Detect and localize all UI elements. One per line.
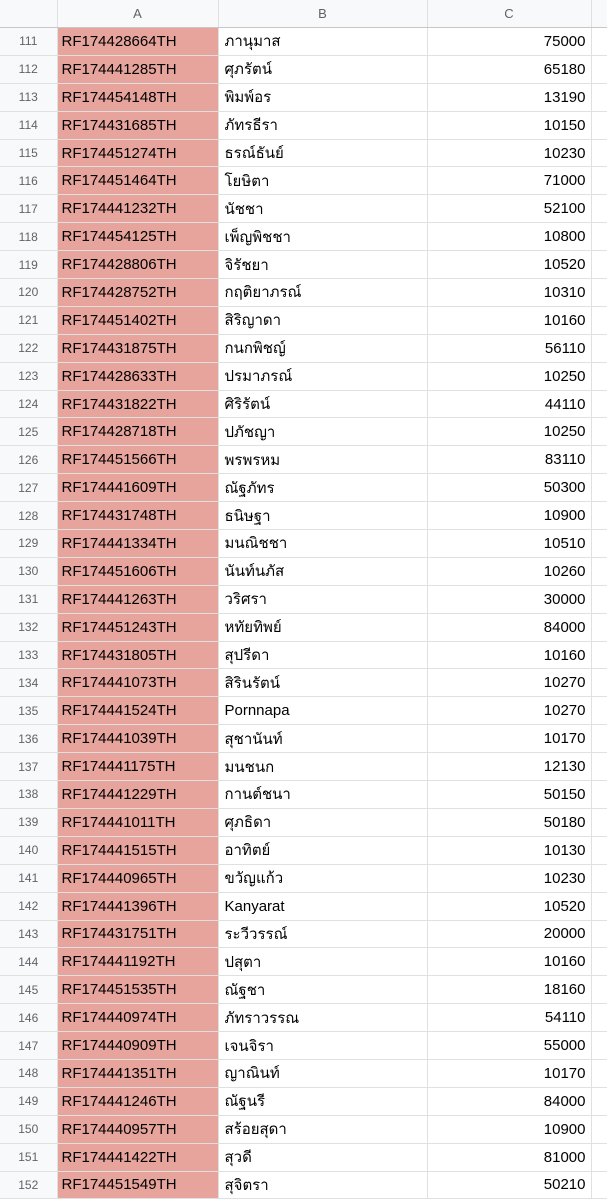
cell-empty[interactable] xyxy=(591,725,607,753)
cell-tracking-number[interactable]: RF174431805TH xyxy=(57,641,218,669)
table-row xyxy=(0,1059,607,1087)
table-row xyxy=(0,139,607,167)
cell-amount[interactable]: 44110 xyxy=(427,390,591,418)
row-number[interactable]: 112 xyxy=(0,55,57,83)
cell-tracking-number[interactable]: RF174441073TH xyxy=(57,669,218,697)
cell-empty[interactable] xyxy=(591,781,607,809)
cell-amount[interactable]: 10170 xyxy=(427,1059,591,1087)
row-number[interactable]: 139 xyxy=(0,808,57,836)
cell-empty[interactable] xyxy=(591,474,607,502)
cell-amount[interactable]: 10310 xyxy=(427,279,591,307)
row-number[interactable]: 126 xyxy=(0,446,57,474)
cell-name[interactable]: Kanyarat xyxy=(218,892,427,920)
row-number[interactable]: 128 xyxy=(0,502,57,530)
cell-empty[interactable] xyxy=(591,557,607,585)
table-row xyxy=(0,920,607,948)
cell-tracking-number[interactable]: RF174428752TH xyxy=(57,279,218,307)
select-all-corner[interactable] xyxy=(0,0,57,28)
cell-amount[interactable]: 54110 xyxy=(427,1004,591,1032)
table-row xyxy=(0,585,607,613)
cell-amount[interactable]: 83110 xyxy=(427,446,591,474)
cell-amount[interactable]: 50210 xyxy=(427,1171,591,1199)
table-row xyxy=(0,195,607,223)
table-row xyxy=(0,836,607,864)
column-header-a[interactable]: A xyxy=(57,0,218,28)
table-row xyxy=(0,753,607,781)
table-row xyxy=(0,1087,607,1115)
cell-tracking-number[interactable]: RF174431751TH xyxy=(57,920,218,948)
row-number[interactable]: 125 xyxy=(0,418,57,446)
cell-name[interactable]: Pornnapa xyxy=(218,697,427,725)
row-number[interactable]: 138 xyxy=(0,781,57,809)
cell-tracking-number[interactable]: RF174428806TH xyxy=(57,251,218,279)
cell-amount[interactable]: 10230 xyxy=(427,139,591,167)
cell-name[interactable]: สุชานันท์ xyxy=(218,725,427,753)
cell-empty[interactable] xyxy=(591,55,607,83)
cell-tracking-number[interactable]: RF174441232TH xyxy=(57,195,218,223)
cell-tracking-number[interactable]: RF174451274TH xyxy=(57,139,218,167)
cell-tracking-number[interactable]: RF174431875TH xyxy=(57,334,218,362)
cell-amount[interactable]: 10160 xyxy=(427,306,591,334)
table-row xyxy=(0,55,607,83)
cell-empty[interactable] xyxy=(591,390,607,418)
cell-empty[interactable] xyxy=(591,446,607,474)
cell-tracking-number[interactable]: RF174454148TH xyxy=(57,83,218,111)
row-number[interactable]: 121 xyxy=(0,306,57,334)
cell-empty[interactable] xyxy=(591,836,607,864)
table-row xyxy=(0,1004,607,1032)
row-number[interactable]: 147 xyxy=(0,1032,57,1060)
table-row xyxy=(0,948,607,976)
cell-tracking-number[interactable]: RF174441263TH xyxy=(57,585,218,613)
cell-name[interactable]: ศุภรัตน์ xyxy=(218,55,427,83)
cell-empty[interactable] xyxy=(591,1115,607,1143)
table-row xyxy=(0,111,607,139)
cell-tracking-number[interactable]: RF174441285TH xyxy=(57,55,218,83)
row-number[interactable]: 111 xyxy=(0,28,57,56)
cell-empty[interactable] xyxy=(591,1032,607,1060)
cell-name[interactable]: สิรินรัตน์ xyxy=(218,669,427,697)
cell-empty[interactable] xyxy=(591,808,607,836)
cell-amount[interactable]: 75000 xyxy=(427,28,591,56)
cell-name[interactable]: สิริญาดา xyxy=(218,306,427,334)
cell-name[interactable]: มนณิชชา xyxy=(218,530,427,558)
cell-tracking-number[interactable]: RF174440965TH xyxy=(57,864,218,892)
cell-tracking-number[interactable]: RF174428664TH xyxy=(57,28,218,56)
table-row xyxy=(0,613,607,641)
cell-name[interactable]: วริศรา xyxy=(218,585,427,613)
cell-amount[interactable]: 10520 xyxy=(427,251,591,279)
cell-empty[interactable] xyxy=(591,362,607,390)
cell-name[interactable]: ธรณ์ธันย์ xyxy=(218,139,427,167)
row-number[interactable]: 140 xyxy=(0,836,57,864)
row-number[interactable]: 124 xyxy=(0,390,57,418)
cell-tracking-number[interactable]: RF174441609TH xyxy=(57,474,218,502)
cell-tracking-number[interactable]: RF174451402TH xyxy=(57,306,218,334)
cell-tracking-number[interactable]: RF174441192TH xyxy=(57,948,218,976)
row-number[interactable]: 129 xyxy=(0,530,57,558)
cell-empty[interactable] xyxy=(591,195,607,223)
cell-tracking-number[interactable]: RF174441351TH xyxy=(57,1059,218,1087)
table-row xyxy=(0,1115,607,1143)
cell-tracking-number[interactable]: RF174428718TH xyxy=(57,418,218,446)
cell-empty[interactable] xyxy=(591,251,607,279)
cell-amount[interactable]: 10800 xyxy=(427,223,591,251)
row-number[interactable]: 144 xyxy=(0,948,57,976)
row-number[interactable]: 117 xyxy=(0,195,57,223)
cell-tracking-number[interactable]: RF174431822TH xyxy=(57,390,218,418)
cell-tracking-number[interactable]: RF174441246TH xyxy=(57,1087,218,1115)
cell-amount[interactable]: 10900 xyxy=(427,502,591,530)
cell-name[interactable]: ศุภธิดา xyxy=(218,808,427,836)
cell-tracking-number[interactable]: RF174440909TH xyxy=(57,1032,218,1060)
cell-name[interactable]: ขวัญแก้ว xyxy=(218,864,427,892)
cell-empty[interactable] xyxy=(591,28,607,56)
cell-name[interactable]: กฤติยาภรณ์ xyxy=(218,279,427,307)
cell-tracking-number[interactable]: RF174431748TH xyxy=(57,502,218,530)
table-row xyxy=(0,306,607,334)
row-number[interactable]: 146 xyxy=(0,1004,57,1032)
cell-name[interactable]: ศิริรัตน์ xyxy=(218,390,427,418)
row-number[interactable]: 137 xyxy=(0,753,57,781)
cell-tracking-number[interactable]: RF174451243TH xyxy=(57,613,218,641)
cell-tracking-number[interactable]: RF174454125TH xyxy=(57,223,218,251)
table-row xyxy=(0,1171,607,1199)
cell-name[interactable]: ภานุมาส xyxy=(218,28,427,56)
cell-name[interactable]: ภัทราวรรณ xyxy=(218,1004,427,1032)
row-number[interactable]: 151 xyxy=(0,1143,57,1171)
cell-empty[interactable] xyxy=(591,892,607,920)
table-row xyxy=(0,641,607,669)
row-number[interactable]: 118 xyxy=(0,223,57,251)
table-row xyxy=(0,1143,607,1171)
cell-name[interactable]: ปสุตา xyxy=(218,948,427,976)
column-header-c[interactable]: C xyxy=(427,0,591,28)
column-header-b[interactable]: B xyxy=(218,0,427,28)
row-number[interactable]: 152 xyxy=(0,1171,57,1199)
cell-empty[interactable] xyxy=(591,1059,607,1087)
table-row xyxy=(0,390,607,418)
cell-amount[interactable]: 10510 xyxy=(427,530,591,558)
table-row xyxy=(0,362,607,390)
row-number[interactable]: 119 xyxy=(0,251,57,279)
cell-name[interactable]: นันท์นภัส xyxy=(218,557,427,585)
cell-empty[interactable] xyxy=(591,167,607,195)
cell-tracking-number[interactable]: RF174428633TH xyxy=(57,362,218,390)
cell-empty[interactable] xyxy=(591,223,607,251)
cell-amount[interactable]: 13190 xyxy=(427,83,591,111)
cell-empty[interactable] xyxy=(591,279,607,307)
table-row xyxy=(0,279,607,307)
row-number[interactable]: 127 xyxy=(0,474,57,502)
cell-amount[interactable]: 10900 xyxy=(427,1115,591,1143)
cell-empty[interactable] xyxy=(591,976,607,1004)
cell-name[interactable]: อาทิตย์ xyxy=(218,836,427,864)
column-header-row xyxy=(0,0,607,28)
row-number[interactable]: 114 xyxy=(0,111,57,139)
table-row xyxy=(0,251,607,279)
cell-name[interactable]: โยษิตา xyxy=(218,167,427,195)
cell-name[interactable]: ญาณินท์ xyxy=(218,1059,427,1087)
cell-empty[interactable] xyxy=(591,111,607,139)
row-number[interactable]: 149 xyxy=(0,1087,57,1115)
cell-empty[interactable] xyxy=(591,920,607,948)
cell-tracking-number[interactable]: RF174441175TH xyxy=(57,753,218,781)
sheet-body xyxy=(0,28,607,1199)
table-row xyxy=(0,83,607,111)
cell-amount[interactable]: 50180 xyxy=(427,808,591,836)
cell-tracking-number[interactable]: RF174441039TH xyxy=(57,725,218,753)
cell-empty[interactable] xyxy=(591,1143,607,1171)
table-row xyxy=(0,781,607,809)
cell-tracking-number[interactable]: RF174441422TH xyxy=(57,1143,218,1171)
cell-tracking-number[interactable]: RF174441396TH xyxy=(57,892,218,920)
table-row xyxy=(0,502,607,530)
cell-empty[interactable] xyxy=(591,585,607,613)
cell-amount[interactable]: 10160 xyxy=(427,948,591,976)
cell-empty[interactable] xyxy=(591,83,607,111)
cell-tracking-number[interactable]: RF174451549TH xyxy=(57,1171,218,1199)
cell-amount[interactable]: 10520 xyxy=(427,892,591,920)
cell-amount[interactable]: 84000 xyxy=(427,613,591,641)
cell-empty[interactable] xyxy=(591,669,607,697)
row-number[interactable]: 123 xyxy=(0,362,57,390)
cell-empty[interactable] xyxy=(591,418,607,446)
table-row xyxy=(0,808,607,836)
cell-name[interactable]: สร้อยสุดา xyxy=(218,1115,427,1143)
cell-amount[interactable]: 52100 xyxy=(427,195,591,223)
table-row xyxy=(0,1032,607,1060)
cell-amount[interactable]: 10250 xyxy=(427,418,591,446)
cell-amount[interactable]: 12130 xyxy=(427,753,591,781)
table-row xyxy=(0,223,607,251)
cell-name[interactable]: ปรมาภรณ์ xyxy=(218,362,427,390)
cell-amount[interactable]: 10260 xyxy=(427,557,591,585)
cell-amount[interactable]: 55000 xyxy=(427,1032,591,1060)
cell-name[interactable]: ภัทรธีรา xyxy=(218,111,427,139)
row-number[interactable]: 142 xyxy=(0,892,57,920)
cell-name[interactable]: นัชชา xyxy=(218,195,427,223)
cell-empty[interactable] xyxy=(591,641,607,669)
cell-amount[interactable]: 10150 xyxy=(427,111,591,139)
cell-amount[interactable]: 10250 xyxy=(427,362,591,390)
cell-amount[interactable]: 84000 xyxy=(427,1087,591,1115)
cell-empty[interactable] xyxy=(591,1004,607,1032)
cell-tracking-number[interactable]: RF174441515TH xyxy=(57,836,218,864)
table-row xyxy=(0,557,607,585)
cell-empty[interactable] xyxy=(591,1087,607,1115)
cell-tracking-number[interactable]: RF174451566TH xyxy=(57,446,218,474)
cell-tracking-number[interactable]: RF174431685TH xyxy=(57,111,218,139)
cell-name[interactable]: สุวดี xyxy=(218,1143,427,1171)
cell-name[interactable]: กนกพิชญ์ xyxy=(218,334,427,362)
cell-empty[interactable] xyxy=(591,753,607,781)
table-row xyxy=(0,892,607,920)
cell-amount[interactable]: 71000 xyxy=(427,167,591,195)
cell-amount[interactable]: 10230 xyxy=(427,864,591,892)
cell-name[interactable]: มนชนก xyxy=(218,753,427,781)
column-header-d[interactable] xyxy=(591,0,607,28)
row-number[interactable]: 113 xyxy=(0,83,57,111)
cell-amount[interactable]: 81000 xyxy=(427,1143,591,1171)
cell-tracking-number[interactable]: RF174451606TH xyxy=(57,557,218,585)
cell-name[interactable]: เจนจิรา xyxy=(218,1032,427,1060)
cell-amount[interactable]: 50150 xyxy=(427,781,591,809)
table-row xyxy=(0,864,607,892)
row-number[interactable]: 131 xyxy=(0,585,57,613)
cell-tracking-number[interactable]: RF174440974TH xyxy=(57,1004,218,1032)
cell-amount[interactable]: 20000 xyxy=(427,920,591,948)
cell-tracking-number[interactable]: RF174441334TH xyxy=(57,530,218,558)
row-number[interactable]: 136 xyxy=(0,725,57,753)
row-number[interactable]: 120 xyxy=(0,279,57,307)
row-number[interactable]: 145 xyxy=(0,976,57,1004)
cell-name[interactable]: พรพรหม xyxy=(218,446,427,474)
cell-name[interactable]: ธนิษฐา xyxy=(218,502,427,530)
cell-empty[interactable] xyxy=(591,139,607,167)
cell-empty[interactable] xyxy=(591,306,607,334)
cell-tracking-number[interactable]: RF174451535TH xyxy=(57,976,218,1004)
row-number[interactable]: 130 xyxy=(0,557,57,585)
cell-name[interactable]: ณัฐนรี xyxy=(218,1087,427,1115)
cell-empty[interactable] xyxy=(591,530,607,558)
cell-tracking-number[interactable]: RF174441011TH xyxy=(57,808,218,836)
cell-name[interactable]: ปภัชญา xyxy=(218,418,427,446)
row-number[interactable]: 148 xyxy=(0,1059,57,1087)
row-number[interactable]: 143 xyxy=(0,920,57,948)
row-number[interactable]: 116 xyxy=(0,167,57,195)
cell-empty[interactable] xyxy=(591,334,607,362)
cell-name[interactable]: พิมพ์อร xyxy=(218,83,427,111)
cell-name[interactable]: ณัฐภัทร xyxy=(218,474,427,502)
cell-amount[interactable]: 10130 xyxy=(427,836,591,864)
cell-name[interactable]: ณัฐชา xyxy=(218,976,427,1004)
cell-amount[interactable]: 50300 xyxy=(427,474,591,502)
cell-amount[interactable]: 10270 xyxy=(427,669,591,697)
cell-amount[interactable]: 10160 xyxy=(427,641,591,669)
cell-name[interactable]: ระวีวรรณ์ xyxy=(218,920,427,948)
cell-amount[interactable]: 18160 xyxy=(427,976,591,1004)
cell-empty[interactable] xyxy=(591,1171,607,1199)
cell-amount[interactable]: 10170 xyxy=(427,725,591,753)
cell-name[interactable]: หทัยทิพย์ xyxy=(218,613,427,641)
cell-tracking-number[interactable]: RF174441229TH xyxy=(57,781,218,809)
row-number[interactable]: 134 xyxy=(0,669,57,697)
cell-tracking-number[interactable]: RF174440957TH xyxy=(57,1115,218,1143)
table-row xyxy=(0,697,607,725)
row-number[interactable]: 141 xyxy=(0,864,57,892)
table-row xyxy=(0,28,607,56)
cell-empty[interactable] xyxy=(591,864,607,892)
table-row xyxy=(0,474,607,502)
cell-amount[interactable]: 10270 xyxy=(427,697,591,725)
cell-tracking-number[interactable]: RF174451464TH xyxy=(57,167,218,195)
row-number[interactable]: 132 xyxy=(0,613,57,641)
table-row xyxy=(0,976,607,1004)
table-row xyxy=(0,669,607,697)
table-row xyxy=(0,725,607,753)
row-number[interactable]: 133 xyxy=(0,641,57,669)
cell-amount[interactable]: 65180 xyxy=(427,55,591,83)
cell-empty[interactable] xyxy=(591,613,607,641)
table-row xyxy=(0,418,607,446)
table-row xyxy=(0,530,607,558)
cell-name[interactable]: เพ็ญพิชชา xyxy=(218,223,427,251)
row-number[interactable]: 150 xyxy=(0,1115,57,1143)
row-number[interactable]: 122 xyxy=(0,334,57,362)
cell-empty[interactable] xyxy=(591,502,607,530)
table-row xyxy=(0,334,607,362)
cell-amount[interactable]: 56110 xyxy=(427,334,591,362)
cell-amount[interactable]: 30000 xyxy=(427,585,591,613)
row-number[interactable]: 115 xyxy=(0,139,57,167)
table-row xyxy=(0,167,607,195)
cell-empty[interactable] xyxy=(591,697,607,725)
table-row xyxy=(0,446,607,474)
cell-tracking-number[interactable]: RF174441524TH xyxy=(57,697,218,725)
cell-name[interactable]: สุจิตรา xyxy=(218,1171,427,1199)
cell-name[interactable]: จิรัชยา xyxy=(218,251,427,279)
cell-name[interactable]: สุปรีดา xyxy=(218,641,427,669)
cell-empty[interactable] xyxy=(591,948,607,976)
row-number[interactable]: 135 xyxy=(0,697,57,725)
cell-name[interactable]: กานต์ชนา xyxy=(218,781,427,809)
